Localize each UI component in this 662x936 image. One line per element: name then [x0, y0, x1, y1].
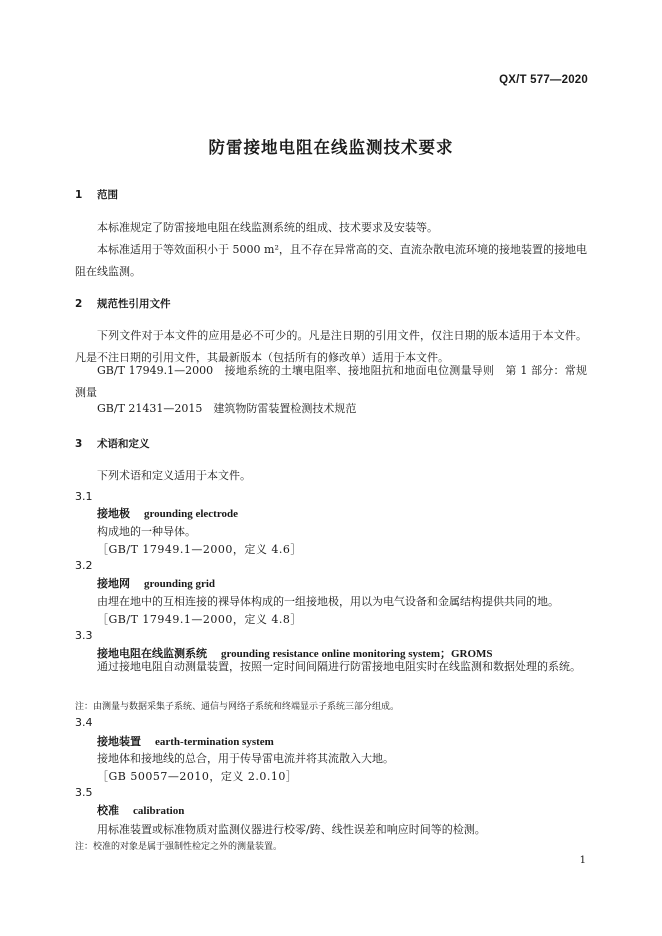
page-number: 1	[579, 855, 586, 866]
term-definition: 接地体和接地线的总合，用于传导雷电流并将其流散入大地。	[97, 752, 394, 765]
term-definition: 通过接地电阻自动测量装置，按照一定时间间隔进行防雷接地电阻实时在线监测和数据处理的系统。	[97, 660, 581, 673]
term-note: 注：校准的对象是属于强制性检定之外的测量装置。	[75, 842, 283, 852]
section-2-heading	[75, 296, 171, 311]
term-zh: 校准	[97, 804, 119, 817]
term-entry	[97, 733, 274, 749]
term-entry	[97, 505, 238, 521]
term-source: ［GB/T 17949.1—2000，定义 4.6］	[97, 543, 302, 556]
reference-item-1: GB/T 17949.1—2000 接地系统的土壤电阻率、接地阻抗和地面电位测量导则 第 1 部分：常规测量	[75, 364, 587, 399]
term-definition: 用标准装置或标准物质对监测仪器进行校零/跨、线性误差和响应时间等的检测。	[97, 823, 486, 836]
scope-paragraph-2: 本标准适用于等效面积小于 5000 m²，且不存在异常高的交、直流杂散电流环境的接地装置的接地电阻在线监测。	[75, 243, 587, 278]
references-paragraph: 下列文件对于本文件的应用是必不可少的。凡是注日期的引用文件，仅注日期的版本适用于本文件。凡是不注日期的引用文件，其最新版本（包括所有的修改单）适用于本文件。	[75, 329, 587, 364]
term-en: calibration	[133, 805, 185, 817]
term-en: grounding electrode	[144, 508, 239, 520]
term-definition: 由埋在地中的互相连接的裸导体构成的一组接地极，用以为电气设备和金属结构提供共同的地。	[97, 595, 559, 608]
section-title: 范围	[97, 189, 118, 201]
term-note: 注：由测量与数据采集子系统、通信与网络子系统和终端显示子系统三部分组成。	[75, 702, 400, 712]
scope-paragraph-1: 本标准规定了防雷接地电阻在线监测系统的组成、技术要求及安装等。	[97, 221, 438, 234]
term-zh: 接地电阻在线监测系统	[97, 647, 207, 660]
term-zh: 接地装置	[97, 735, 141, 748]
term-entry	[97, 575, 215, 591]
page-title: 防雷接地电阻在线监测技术要求	[208, 138, 454, 157]
term-en: grounding grid	[144, 578, 216, 590]
section-3-heading	[75, 436, 150, 451]
term-definition: 构成地的一种导体。	[97, 525, 196, 538]
section-title: 规范性引用文件	[97, 298, 171, 310]
section-title: 术语和定义	[97, 438, 150, 450]
term-number: 3.1	[75, 490, 93, 503]
term-number: 3.4	[75, 716, 93, 729]
term-number: 3.5	[75, 786, 93, 799]
reference-item-2: GB/T 21431—2015 建筑物防雷装置检测技术规范	[97, 402, 357, 415]
term-en: grounding resistance online monitoring system；GROMS	[221, 648, 493, 660]
term-source: ［GB/T 17949.1—2000，定义 4.8］	[97, 613, 302, 626]
term-number: 3.2	[75, 559, 93, 572]
term-number: 3.3	[75, 629, 93, 642]
term-entry	[97, 802, 184, 818]
section-number: 3	[75, 438, 83, 450]
section-number: 2	[75, 298, 83, 310]
section-1-heading	[75, 187, 118, 202]
section-number: 1	[75, 189, 83, 201]
term-zh: 接地极	[97, 507, 130, 520]
term-en: earth-termination system	[155, 736, 274, 748]
term-zh: 接地网	[97, 577, 130, 590]
terms-intro: 下列术语和定义适用于本文件。	[97, 469, 251, 482]
term-source: ［GB 50057—2010，定义 2.0.10］	[97, 770, 298, 783]
standard-code: QX/T 577—2020	[499, 74, 588, 86]
